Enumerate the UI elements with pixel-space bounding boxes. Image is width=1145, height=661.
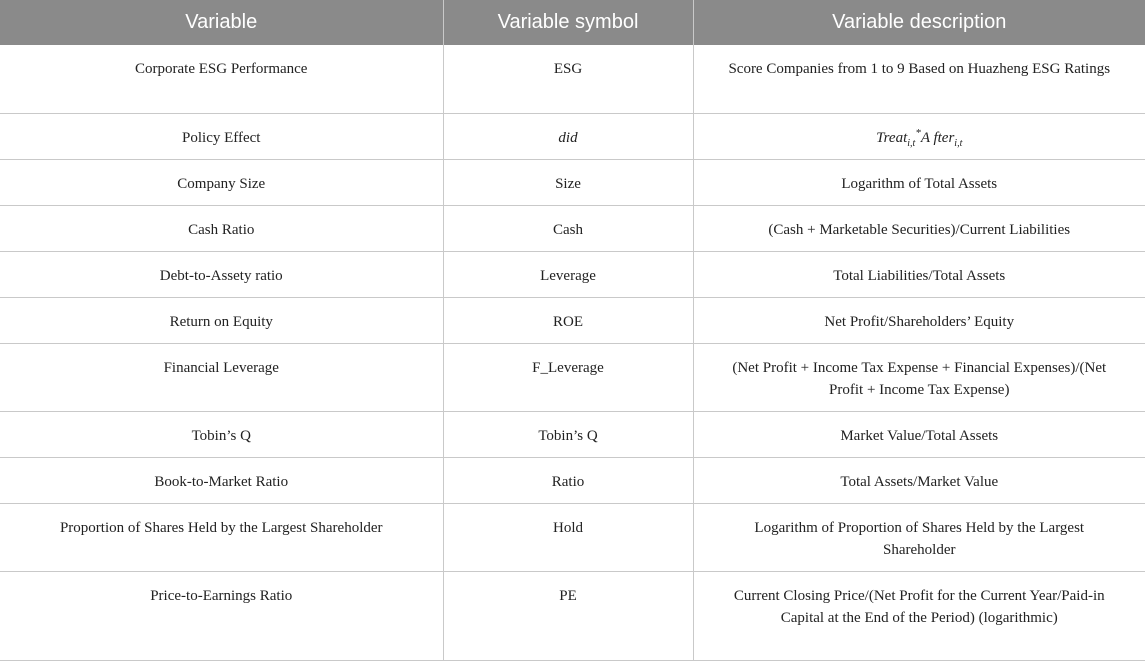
symbol-cell: Tobin’s Q	[443, 411, 693, 457]
variable-cell: Cash Ratio	[0, 205, 443, 251]
formula-treat-subscript: i,t	[907, 137, 916, 149]
symbol-cell: did	[443, 113, 693, 159]
description-cell: Logarithm of Total Assets	[693, 159, 1145, 205]
description-cell: Logarithm of Proportion of Shares Held by the Largest Shareholder	[693, 503, 1145, 571]
table-row	[0, 411, 1145, 457]
table-body	[0, 45, 1145, 660]
description-cell: Score Companies from 1 to 9 Based on Huazheng ESG Ratings	[693, 45, 1145, 113]
description-cell: (Net Profit + Income Tax Expense + Financial Expenses)/(Net Profit + Income Tax Expense)	[693, 343, 1145, 411]
variable-cell: Debt-to-Assety ratio	[0, 251, 443, 297]
symbol-cell: ROE	[443, 297, 693, 343]
symbol-cell: Hold	[443, 503, 693, 571]
table-row	[0, 113, 1145, 159]
variable-cell: Proportion of Shares Held by the Largest Shareholder	[0, 503, 443, 571]
description-cell: Market Value/Total Assets	[693, 411, 1145, 457]
symbol-cell: Cash	[443, 205, 693, 251]
table-row	[0, 297, 1145, 343]
header-variable-description: Variable description	[693, 0, 1145, 45]
symbol-cell: F_Leverage	[443, 343, 693, 411]
formula-after-subscript: i,t	[954, 137, 963, 149]
description-cell: Total Assets/Market Value	[693, 457, 1145, 503]
table-row	[0, 503, 1145, 571]
description-cell: Total Liabilities/Total Assets	[693, 251, 1145, 297]
table-row	[0, 457, 1145, 503]
variable-cell: Policy Effect	[0, 113, 443, 159]
table-row	[0, 251, 1145, 297]
symbol-cell: PE	[443, 571, 693, 660]
header-row	[0, 0, 1145, 45]
table-row	[0, 205, 1145, 251]
variable-cell: Return on Equity	[0, 297, 443, 343]
description-cell: Net Profit/Shareholders’ Equity	[693, 297, 1145, 343]
variable-cell: Financial Leverage	[0, 343, 443, 411]
table-row	[0, 159, 1145, 205]
symbol-cell: Size	[443, 159, 693, 205]
variable-cell: Company Size	[0, 159, 443, 205]
description-cell: (Cash + Marketable Securities)/Current Liabilities	[693, 205, 1145, 251]
formula-after: A fter	[920, 129, 955, 146]
formula-treat: Treat	[876, 129, 908, 146]
variable-cell: Price-to-Earnings Ratio	[0, 571, 443, 660]
variable-cell: Book-to-Market Ratio	[0, 457, 443, 503]
variable-cell: Corporate ESG Performance	[0, 45, 443, 113]
description-cell: Current Closing Price/(Net Profit for the Current Year/Paid-in Capital at the End of the Period) (logarithmic)	[693, 571, 1145, 660]
formula-operator: *	[915, 126, 921, 139]
variable-cell: Tobin’s Q	[0, 411, 443, 457]
table-row	[0, 571, 1145, 660]
description-formula-cell	[693, 113, 1145, 159]
table-row	[0, 343, 1145, 411]
table-row	[0, 45, 1145, 113]
header-variable: Variable	[0, 0, 443, 45]
symbol-cell: ESG	[443, 45, 693, 113]
table-header	[0, 0, 1145, 45]
header-variable-symbol: Variable symbol	[443, 0, 693, 45]
symbol-cell: Ratio	[443, 457, 693, 503]
symbol-cell: Leverage	[443, 251, 693, 297]
